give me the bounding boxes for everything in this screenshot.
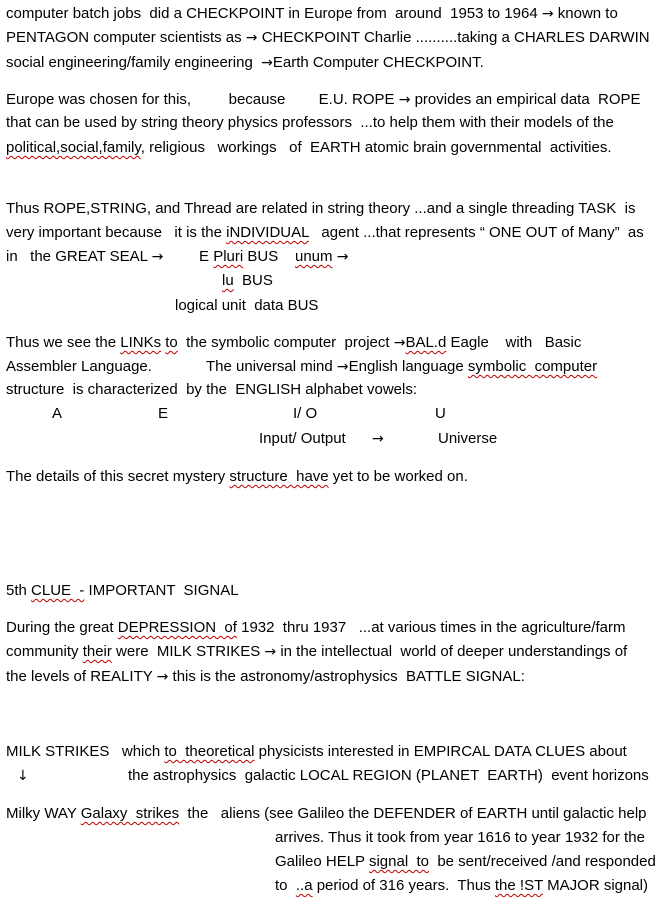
p3-line-5: logical unit data BUS (175, 297, 319, 314)
spellcheck-word: LINKs (120, 334, 162, 351)
p7-line-3: the levels of REALITY → this is the astronomy/astrophysics BATTLE SIGNAL: (6, 668, 525, 685)
spellcheck-word: the !ST (494, 877, 543, 894)
arrow-right-icon: → (393, 335, 406, 351)
p8-line-1: MILK STRIKES which to theoretical physicists interested in EMPIRCAL DATA CLUES about (6, 743, 627, 760)
p4-line-3: structure is characterized by the ENGLISH alphabet vowels: (6, 381, 418, 398)
input-output-label: Input/ Output (259, 430, 346, 447)
spellcheck-word: Galaxy strikes (80, 805, 180, 822)
p1-line-1: computer batch jobs did a CHECKPOINT in Europe from around 1953 to 1964 → known to (6, 5, 618, 22)
p4-line-2-left: Assembler Language. (6, 358, 152, 375)
p2-line-3: political,social,family, religious workings of EARTH atomic brain governmental activities. (6, 139, 612, 156)
arrow-right-icon: → (156, 669, 169, 685)
spellcheck-word: BAL.d (405, 334, 447, 351)
spellcheck-word: lu (222, 272, 234, 289)
arrow-right-icon: → (541, 6, 554, 22)
p3-line-3-left: in the GREAT SEAL → (6, 248, 164, 265)
clue-heading: 5th CLUE - IMPORTANT SIGNAL (6, 582, 239, 599)
p1-line-3: social engineering/family engineering →Earth Computer CHECKPOINT. (6, 54, 484, 71)
p4-line-1: Thus we see the LINKs to the symbolic computer project →BAL.d Eagle with Basic (6, 334, 582, 351)
p4-line-2-right: The universal mind →English language symbolic computer (206, 358, 598, 375)
vowel-a: A (52, 405, 63, 422)
arrow-down-icon: ↓ (17, 768, 29, 784)
p3-line-3-motto: E Pluri BUS (199, 248, 279, 265)
arrow-right-icon: → (264, 644, 277, 660)
spellcheck-word: signal to (368, 853, 429, 870)
universe-label: Universe (438, 430, 498, 447)
p1-line-2: PENTAGON computer scientists as → CHECKPOINT Charlie ..........taking a CHARLES DARWIN (6, 29, 650, 46)
p5-line-1: The details of this secret mystery structure have yet to be worked on. (6, 468, 468, 485)
spellcheck-word: ..a (295, 877, 313, 894)
p2-line-1: Europe was chosen for this, because E.U. ROPE → provides an empirical data ROPE (6, 91, 641, 108)
spellcheck-word: unum (295, 248, 333, 265)
spellcheck-word: political,social,family (6, 139, 141, 156)
p3-line-2: very important because it is the iNDIVIDUAL agent ...that represents “ ONE OUT of Many” as (6, 224, 644, 241)
arrow-right-icon: → (245, 30, 258, 46)
p9-line-1: Milky WAY Galaxy strikes the aliens (see Galileo the DEFENDER of EARTH until galactic help (6, 805, 647, 822)
spellcheck-word: their (82, 643, 112, 660)
p7-line-2: community their were MILK STRIKES → in the intellectual world of deeper understandings of (6, 643, 628, 660)
vowel-io: I/ O (293, 405, 318, 422)
p9-line-3: Galileo HELP signal to be sent/received /and responded (275, 853, 656, 870)
spellcheck-word: Pluri (213, 248, 244, 265)
spellcheck-word: structure have (229, 468, 329, 485)
spellcheck-word: CLUE - (31, 582, 85, 599)
spellcheck-word: to (165, 334, 178, 351)
arrow-right-icon: → (336, 359, 349, 375)
arrow-right-icon: → (372, 431, 384, 447)
arrow-right-icon: → (261, 55, 273, 71)
vowel-u: U (435, 405, 446, 422)
p3-line-1: Thus ROPE,STRING, and Thread are related in string theory ...and a single threading TASK is (6, 200, 636, 217)
arrow-right-icon: → (151, 249, 164, 265)
p9-line-2: arrives. Thus it took from year 1616 to year 1932 for the (275, 829, 645, 846)
spellcheck-word: iNDIVIDUAL (226, 224, 309, 241)
spellcheck-word: to theoretical (164, 743, 255, 760)
p8-line-2: the astrophysics galactic LOCAL REGION (PLANET EARTH) event horizons (128, 767, 649, 784)
p2-line-2: that can be used by string theory physics professors ...to help them with their models of the (6, 114, 614, 131)
p9-line-4: to ..a period of 316 years. Thus the !ST MAJOR signal) (275, 877, 649, 894)
arrow-right-icon: → (336, 249, 349, 265)
spellcheck-word: symbolic computer (467, 358, 598, 375)
p3-line-3-unum (295, 248, 348, 266)
vowel-e: E (158, 405, 169, 422)
spellcheck-word: DEPRESSION of (117, 619, 237, 636)
p3-line-4: lu BUS (222, 272, 273, 289)
p7-line-1: During the great DEPRESSION of 1932 thru 1937 ...at various times in the agriculture/farm (6, 619, 626, 636)
arrow-right-icon: → (398, 92, 411, 108)
